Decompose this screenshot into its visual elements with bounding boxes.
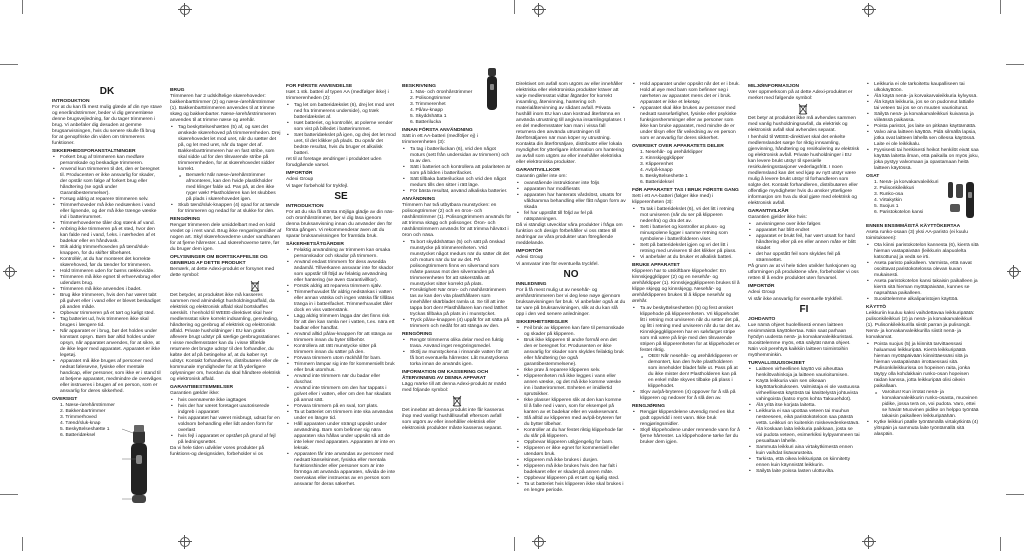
bullet-item: • Lägg aldrig trimmern lägga där det finns risk för att den kan ramla ner i vatten, t.ex. nära ett badkar eller handfat. (286, 314, 396, 332)
list-item: 6. Batteridæksel (60, 433, 96, 438)
paragraph: Det betyder, at produktet ikke må kasseres sammen med almindeligt husholdningsaffald, da elektrisk og elektronisk affald skal bortskaffes særskilt. I henhold til WEEE-direktivet skal hver medlemsstat sikre korrekt indsamling, genvinding, håndtering og genbrug af elektrisk og elektronisk affald. Private husholdninger i EU kan gratis aflevere brugt udstyr på særlige genbrugsstationer. I visse medlemsstater kan du i visse tilfælde returnere det brugte udstyr til den forhandler, du købte det af på betingelse af, at du køber nyt udstyr. Kontakt forhandleren, distributøren eller de kommunale myndigheder for at få yderligere oplysninger om, hvordan du skal håndtere elektrisk og elektronisk affald. (170, 293, 281, 382)
bullet-item: • Ikke plasser klipperen slik at den kan komme til å falle ned i vann, som for eksempel på kanten av et badekar eller en vaskeservant. (516, 398, 626, 416)
bullet-item: • fel har uppstått till följd av fel på nätspänningen. (516, 211, 626, 223)
section-heading: MILJØINFORMASJON (748, 84, 800, 89)
bullet-item: • Trimmern lämpar sig inte för kommersiellt bruk eller bruk utomhus. (286, 362, 396, 374)
paragraph: ret til at foretage ændringer i produktet uden forudgående varsel. (286, 157, 382, 168)
bullet-item: • Kontrollér, at du har monteret det korrekte skærehoved, før du tænder for trimmeren. (52, 257, 162, 269)
weee-bin-icon (452, 395, 462, 407)
list-item: 1. Nesehår- og ørehårklipper (640, 150, 703, 155)
bullet-item: • Bruk ikke klipperen til andre formål enn det den er beregnet for. Produsenten er ikke ansvarlig for skader som skyldes feilaktig bruk eller håndtering (se også garantibestemmelsene). (516, 338, 626, 368)
bullet-item: • Trimmerhovederne tåler dog stænk af vand. (52, 221, 162, 227)
column-fi-2 (866, 82, 980, 438)
paragraph: På grunn av at vi hele tiden utvikler funksjonen og utformingen på produktene våre, forbeholder vi oss retten til å endre produktet uten forvarsel. (748, 264, 859, 281)
bullet-item: • Ta tag i batteriluckan (6), vrid den något moturs (sett från undersidan av trimmern) och ta av den. (402, 147, 512, 165)
bullet-item: • Ota kiinni paristokotelon kannesta (6), kierrä sitä hieman vastapäivään (leikkurin alapuolelta katsottuna) ja vedä se irti. (866, 243, 980, 261)
list-item: 2. Kinnskjeggklipper (640, 156, 684, 161)
list-item: 5. Beskyttelseshætte 1 (60, 427, 110, 432)
section-heading: INTRODUKTION (286, 204, 324, 209)
paragraph: Direktivet om avfall som utgörs av eller innehåller elektriska eller elektroniska produkter kräver att varje medlemsstat vidtar åtgärder för korrekt insamling, återvinning, hantering och materialåtervinning av sådant avfall. Privata hushåll inom EU kan utan kostnad återlämna en använda utrustning till angivna insamlingsplatser. I en del medlemsstater kan man i vissa fall returnera den använda utrustningen till återförsäljaren när man köper ny utrustning. Kontakta din återförsäljare, distributör eller lokala myndighet för ytterligare information om hantering av avfall som utgörs av eller innehåller elektriska eller elektroniska produkter. (516, 82, 626, 165)
paragraph: For at du kan få mest mulig glæde af din nye stave og eneråndstrimmer, beder vi dig gennemlæse denne brugsvejledning, før du tager trimmeren i brug. Vi anbefaler dig desuden at gemme brugsanvisningen, hvis du senere skulle få brug for at genopfriske din viden om trimmerens funktioner. (52, 105, 162, 146)
bullet-item: • Klipperen er ikke egnet for kommersiell eller utendørs bruk. (516, 446, 626, 458)
crop-mark (1000, 537, 1001, 551)
column-se-2 (402, 82, 512, 433)
section-heading: OPLYSNINGER OM BORTSKAFFELSE OG GENBRUG AF DETTE PRODUKT (170, 255, 268, 266)
trimmer-parts-illustration (944, 180, 980, 222)
bullet-item: • hvis fejl i apparatet er opstået på grund af fejl på ledningsnettet. (170, 434, 282, 446)
bullet-item: • Skölj av munstyckena i rinnande vatten för att få bort eventuella hårrester. Låt munstyckena torka innan de används igen. (402, 350, 512, 368)
bullet-item: • Sammuta leikkuri aina virtakytkimestä ennen kuin vaihdat lisävarusteita. (748, 445, 860, 457)
column-dk-1 (52, 86, 162, 439)
bullet-item: • Använd alltid på/av-knappen för att stänga av trimmern innan du byter tillbehör. (286, 332, 396, 344)
power-switch (136, 455, 142, 464)
bullet-item: • apparaten har hanterats vårdslöst, utsatts för våldsamma behandling eller fått någon form av skada (516, 193, 626, 211)
bullet-item: • Stik aldrig trimmerhoveden på tænd/sluk-knappen, for du skifter tilbehøret. (52, 245, 162, 257)
bullet-item: • hvis apparatet har været misbrugt, udsat for en voldsom behandling eller lidt anden form for overlast (170, 416, 282, 434)
paragraph: Vi står ikke ansvarlig for eventuelle trykkfeil. (748, 297, 843, 302)
bullet-item: • Feil bruk av klipperen kan føre til personskade og skader på klipperen. (516, 326, 626, 338)
paragraph: Aseta runko-osaan (3) yksi AA-paristo (ei kuulu toimitukseen): (866, 230, 968, 241)
list-item: 3. Trimmerhoved (60, 415, 97, 420)
section-heading: TURVALLISUUSOHJEET (748, 361, 805, 366)
weee-bin-icon (250, 280, 260, 292)
bullet-item: • hvis ovennævnte ikke iagttages (170, 398, 282, 404)
bullet-item: • Tag batteriet ud, hvis trimmeren ikke skal bruges i længere tid. (52, 317, 162, 329)
paragraph: Adexi Group (516, 255, 544, 260)
section-heading: OVERSIGT (52, 397, 78, 402)
bullet-item: • Aseta paristokotelon kansi takaisin paikalleen ja kierrä sitä hieman myötäpäivään, kunnes se napsahtaa paikalleen. (866, 279, 980, 297)
column-dk-2 (170, 86, 282, 459)
bullet-item: • Anvend kun trimmeren til det, den er beregnet til. Producenten er ikke ansvarlig for skader, der opstår som følge af forkert brug eller håndtering (se også under Garantibestemmelser). (52, 167, 162, 197)
paragraph: Bemærk, at dette Adexi-produkt er forsynet med dette symbol: (170, 267, 275, 278)
list-item: 3. Trimmerenhet (410, 102, 446, 107)
section-heading: INNAN FÖRSTA ANVÄNDNING (402, 128, 473, 133)
section-heading: INFORMATION OM KASSERING OCH ÅTERVINNING AV DENNA APPARAT (402, 370, 489, 381)
bullet-item: • Hold trimmeren uden for børns rækkevidde. (52, 269, 162, 275)
paragraph: Trimmern har två utbytbara munstycken: en polisongtrimmer (2) och en öron- och näshårstrimmer (1). Polisongtrimmern används för att trimma skägg och polisonger. Öron- och näshårstrimmern används för att trimma hårväxt i öron och näsa. (402, 203, 511, 238)
trimmer-head (133, 431, 145, 443)
language-heading-fi: FI (799, 304, 809, 315)
section-heading: GARANTIVILKÅR (748, 209, 789, 214)
bullet-item: • Använd endast trimmern för dess avsedda ändamål. Tillverkaren ansvarar inte för skador som uppstår till följd av felaktig användning eller hantering (se även Garantivillkor). (286, 260, 396, 284)
section-heading: SIKKERHETSREGLER (516, 320, 568, 325)
paragraph: Da vi hele tiden udvikler vores produkter på funktions-og designsiden, forbeholder vi os (170, 446, 265, 457)
bullet-item: • För bästa resultat, använd alkaliska batterier. (402, 189, 512, 195)
bullet-item: • Valvo aina laitteen käyttöä. Pidä silmällä lapsia, jotka ovat laitteen lähellä sen ollessa käytössä. Laite ei ole leikkikalu. (866, 130, 980, 148)
registration-mark (178, 3, 192, 17)
paragraph: Då vi ständigt utvecklar våra produkter i fråga om funktion och design förbehåller vi oss rätten till ändringar av våra produkter utan föregående meddelande. (516, 223, 623, 246)
list-item: 6. Paristokotelon kansi (874, 210, 924, 215)
bullet-item: • Ikke prøv å reparere klipperen selv. (516, 368, 626, 374)
bullet-item: • Poista suojus (5) ja kiinnitä tarvittaessasi haluamasi leikkuripää. Kierrä leikkuripäätä hieman myötäpäivään kiinnittäessäsi sitä ja hieman vastapäivään irrottaessasi sitä. Pulisonkileikkurissa on hopeinen raita, jonka täytyy olla kohdakkain runko-osan hopeisen raidan kanssa, jotta leikkuripää olisi oikein paikallaan. (866, 342, 980, 390)
language-heading-dk: DK (99, 86, 115, 97)
paragraph: Sätt in ett AA-batteri (medföljer ej) i trimmerenheten (3): (402, 134, 478, 145)
bullet-item: • Käytä leikkuria vain sen oikeaan käyttötarkoitukseen. Valmistaja ei ole vastuussa virheellisestä käytöstä tai käsittelystä johtuvista vahingoista (katso myös kohta Takuuehdot). (748, 379, 860, 403)
crop-mark (0, 64, 18, 65)
bullet-item: • apparatet har blitt endret (748, 228, 860, 234)
bullet-item: • Rengjør klipperdelene utvendig med en klut godt oppvridd i rent vann. Ikke bruk rengjøringsmidler. (632, 410, 742, 428)
crop-mark (514, 537, 515, 551)
bullet-item: • Laitteen virheellinen käyttö voi aiheuttaa henkilövahinkoja ja laitteen vaurioitumisen. (748, 367, 860, 379)
section-heading: IMPORTÖR (516, 249, 543, 254)
bullet-item: • Apparaten får inte användas av personer med nedsatt känselsinnet, fysiska eller mentala funktionshinder eller personer som är inte förmöga att använda apparaten, såvida de inte övervakas eller instrueras av en person som ansvarar för deras säkerhet. (286, 452, 396, 488)
paragraph: Lue nämä ohjeet huolellisesti ennen laitteen ensimmäistä käyttökertaa. Näin saat parhaan hyödyn uudesta nenä- ja korvakarvaleikkuristasi. Suosittelemme myös, että säilytät nämä ohjeet. Näin voit perehtyä kaikkiin laitteen toimintoihin myöhemminkin. (748, 323, 854, 358)
bullet-item: • Leikkuria ei ole tarkoitettu kaupalliseen tai ulkokäyttöön. (866, 82, 980, 94)
paragraph: Leikkuriin kuuluu kaksi vaihdettavaa leikkuripäätä: pulisonkileikkuri (2) ja nenä- ja korvakarvaleikkuri (1). Pulisonkileikkurilla siistit parran ja pulisongit. Nenä- ja korvakarvaleikkurilla siistit nenä- ja korvakarvat. (866, 311, 975, 340)
crop-mark (0, 494, 18, 495)
section-heading: GARANTIBESTEMMELSER (170, 385, 234, 390)
bullet-item: • Hold apparatet under oppsikt når det er i bruk. Hold øl øye med barn som befinner seg i nærheten av apparatet mens det er i bruk. Apparatet er ikke et leketøy. (632, 82, 742, 106)
sub-bullet-item: o Bemærk! Når næse-/ørehårstrimmer afmonteres, kan den hvide plastikholder med klinger falde ud. Pas på, at den ikke ryger væk! Plastholderen kan let skubbes på plads i skærehovedet igen. (170, 173, 282, 203)
registration-mark (178, 535, 192, 549)
bullet-item: • Isæt batteriet, og kontrollér, at polerne vender som vist på billedet i batterirummet. (286, 121, 396, 133)
bullet-item: • Brug ikke trimmeren, hvis den har været tabt på gulvet eller i vand eller er blevet beskadiget på anden måde. (52, 293, 162, 311)
bullet-item: • Skyll klippehodene under rennende vann for å fjerne hårrester. La klippehodene tørke før du bruker dem igjen. (632, 428, 742, 446)
language-heading-no: NO (563, 269, 579, 280)
paragraph: Vi ansvarar inte för eventuella tryckfel. (516, 262, 599, 267)
bullet-item: • Aseta paristo paikalleen. Varmista, että navat osoittavat paristokotelossa olevan kuvan mukaisesti. (866, 261, 980, 279)
bullet-item: • Slå alltid av klipperen med av/på-bryteren før du bytter tilbehør. (516, 416, 626, 428)
bullet-item: • Kontroller at du har festet riktig klippehode før du slår på klipperen. (516, 428, 626, 440)
paragraph: Adexi Group (748, 290, 776, 295)
bullet-item: • Trimmerhoveder må ikke nedsænkes i vand eller lignende, og der må ikke trænge væske ind i batterirummet. (52, 203, 162, 221)
paragraph: For å få mest mulig ut av nesehår- og ørehårstrimmeren ber vi deg lese nøye gjennom bruksanvisningen før bruk. Vi anbefaler også at du tar vare på bruksanvisningen, slik at du kan slå opp i den ved senere anledninger. (516, 288, 626, 317)
bullet-item: • Använd inte trimmern om den har tappats i golvet eller i vatten, eller om den har skadats på annat sätt. (286, 386, 396, 404)
paragraph: Isæt 1 stk. batteri af typen AA (medfølger ikke) i trimmerenheden (3): (286, 90, 389, 101)
bullet-item: • Ta bort skyddshättan (5) och sätt på önskad munstycke på trimmerenheten. Vrid munstycket något medurs när du sätter dit det och moturs när du tar av det. På polisongtrimmern finns en silverrand som måste passas mot den silverranden på trimmerenheten för att säkerställa att munstycket sitter korrekt på plats. (402, 240, 512, 288)
registration-mark (3, 265, 17, 279)
paragraph: Rengør trimmeren dele umiddelbart med en kold vredet op i rent vand. Brug ikke rengøringsmidler af nogen art. Skyl skærehovederne under vandhanen for at fjerne hårrester. Lad skærehoverne tørre, før du bruger dem igen. (170, 223, 282, 252)
list-item: 2. Bakkenbartrimmer (60, 409, 106, 414)
paragraph: Det innebär att denna produkt inte får kasseras ihop med vanligt hushållsavfall eftersom avfall som utgörs av eller innehåller elektrisk eller elektronisk produkter måste kasseras separat. (402, 408, 504, 431)
weee-bin-icon (798, 103, 808, 115)
section-heading: RENGØRING (170, 217, 201, 222)
bullet-item: • Apparatet må ikke bruges af personer med nedsat følesevne, fysiske eller mentale handicap, eller personer, som ikke er i stand til at betjene apparatet, medmindre de overvåges eller instrueres i brugen af en person, som er ansvarlig for deres sikkerhed. (52, 359, 162, 395)
section-heading: BRUG (170, 88, 185, 93)
bullet-item: • Kontrollera att rätt munstycke sitter på trimmern innan du sätter på den. (286, 344, 396, 356)
list-item: 2. Pulisonkileikkuri (874, 186, 915, 191)
crop-mark (514, 0, 515, 14)
paragraph: Adexi Group (286, 177, 314, 182)
bullet-item: • Klipperenheten må ikke legges i vann eller annen væske, og det må ikke komme væske inn i batterirommet. Enheten er imidlertid sprutsikker. (516, 374, 626, 398)
paragraph: Klipperen har to utskiftbare klippehoder: En kinnskjeggklipper (2) og en nesehår- og ørehårklipper (1). Kinnskjeggklipperen brukes til å klippe skjegg og kinnskjegg. Nesehår- og ørehårklipperen brukes til å klippe nesehår og ørehår. (632, 269, 740, 304)
bullet-item: • Apparatet skal ikke brukes av personer med nedsatt sanseførlighet, fysiske eller psykiske funksjonshemminger eller av personer som ikke kan bruke apparatet, med mindre de er under tilsyn eller får veiledning av en person som er ansvarlig for deres sikkerhet. (632, 106, 742, 142)
bullet-item: • Anbring ikke trimmeren på et sted, hvor den kan falde ned i vand, f.eks. i nærheden af et badekar eller en håndvask. (52, 227, 162, 245)
section-heading: BRUKE APPARATET (632, 263, 680, 268)
list-item: 6. Batterideksel (640, 180, 674, 185)
paragraph: Trimmeren har 2 udskiftelige skærehoveder: bakkenbarttrimmer (2) og næse-/ørehårstrimmer (1). Bakkenbarttrimmeren anvendes til at trimme skæg og bakkenbarter. Næse-/ørehårstrimmeren anvendes til at trimme næse og ørehår. (170, 94, 277, 123)
trimmer-body (487, 76, 497, 110)
bullet-item: • Opbevar trimmeren på et tørt og køligt sted. (52, 311, 162, 317)
trimmer-blade (134, 425, 144, 432)
bullet-item: • Försök aldrig att reparera trimmern själv. (286, 284, 396, 290)
trimmer-illustration (118, 425, 162, 507)
paragraph: För att du ska få största möjliga glädje av din näs- och öronhårstrimmer, ber vi dig läsa igenom denna bruksanvisning innan du använder den för första gången. Vi rekommenderar även att du sparar bruksanvisningen för framtida bruk. (286, 210, 394, 239)
list-item: 5. Beskyttelseshette 1 (640, 174, 688, 179)
paragraph: Lägg märke till att denna Adexi-produkt är märkt med följande symbol: (402, 382, 507, 393)
list-item: 5. Suojus 1 (874, 204, 899, 209)
section-heading: SIKKERHEDSFORANSTALTNINGER (52, 149, 136, 154)
bullet-item: • det har oppstått feil som skyldes feil på strømnettet. (748, 252, 860, 264)
paragraph: Vi tager forbehold for trykfejl. (286, 184, 349, 189)
trimmer-head (488, 68, 496, 76)
column-se-1 (286, 82, 396, 488)
list-item: 5. Skyddshätta 1 (410, 114, 447, 119)
bullet-item: • Säilytä laite poissa lasten ulottuvilta. (748, 469, 860, 475)
bullet-item: • Kytke leikkuri päälle työntämällä virtakytkintä (4) ylöspäin ja sammuta laite työntämällä sitä alaspäin. (866, 420, 980, 438)
bullet-item: • Trimmeren må ikke egnet til erhvervsbrug eller udendørs brug. (52, 275, 162, 287)
bullet-item: • ovanstående instruktioner inte följs (516, 181, 626, 187)
section-heading: KÄYTTÖ (866, 305, 887, 310)
bullet-item: • Skyv av/på-bryteren (4) oppover for å slå på klipperen og nedover for å slå den av. (632, 390, 742, 402)
sub-bullet-item: o Varoitus! Kun irrotat nenä- ja korvakarvaleikkurin runko-osasta, muovinen pidike, jossa terä on, voi pudota. Varo, ettei se häviä! Muovinen pidike on helppo työntää takaisin paikalleen leikkuripäähän. (866, 390, 980, 420)
bullet-item: • Suosittelemme alkaliparistojen käyttöä. (866, 297, 980, 303)
callout-line (122, 429, 133, 433)
crop-mark (22, 0, 23, 14)
bullet-item: • Säilytä nenä- ja korvakarvaleikkuri kuivassa ja viileässä paikassa. (866, 112, 980, 124)
bullet-item: • Trimmerhuvudet får aldrig nedsänkas i vatten eller annan vätska och ingen vätska får tillåtas tränga in i batterifacket. Trimmerhuvudet tåler dock en viss vattenstänk. (286, 290, 396, 314)
bullet-item: • Ta tak i batteridekslet (6), vri det litt i retning mot urviseren (når du ser på klipperen nedenfra) og dra det av. (632, 207, 742, 225)
bullet-item: • Förvara trimmern på en sval, torr plats. (286, 404, 396, 410)
battery-cover (132, 495, 146, 503)
section-heading: SÄKERHETSÅTGÄRDER (286, 242, 344, 247)
paragraph: Garantien gjelder ikke hvis: (748, 215, 807, 220)
part-nose-trimmer (948, 182, 953, 198)
parts-block (866, 180, 980, 222)
bullet-item: • Ta ut batteriet om trimmern inte ska användas under en längre tid. (286, 410, 396, 422)
paragraph: Sett i ett AA-batteri (følger ikke med) i klipperenheten (3): (632, 194, 714, 205)
bullet-item: • anvisningene over ikke følges (748, 222, 860, 228)
section-heading: RENGÖRING (402, 332, 433, 337)
bullet-item: • Sett i batteriet og kontroller at pluss- og minuspolene ligger i samme retning som symbolene i batterifolderen viser. (632, 225, 742, 243)
bullet-item: • Rengör trimmerns olika delar med en fuktig trasa. Använd inget rengöringsmedel. (402, 338, 512, 350)
registration-mark (862, 535, 876, 549)
crop-mark (1006, 64, 1024, 65)
list-item: 1. Næse-/ørehårstrimmer (60, 403, 115, 408)
section-heading: GARANTIVILLKOR (516, 168, 560, 173)
registration-mark (532, 3, 546, 17)
section-heading: OVERSIKT OVER APPARATETS DELER (632, 144, 724, 149)
list-item: 3. Klipperenhet (640, 162, 673, 167)
list-item: 4. På/av-knapp (410, 108, 443, 113)
sub-bullet-item: o OBS! Når nesehår- og ørehårklipperen er demontert, kan den hvite plastholderen som inneholder bladet falle ut. Pass på at du ikke mister den! Plastholderen kan på en enkel måte skyves tilbake på plass i klippehodet. (632, 354, 742, 390)
trimmer-body (131, 443, 147, 495)
section-heading: JOHDANTO (748, 317, 776, 322)
bullet-item: • Älä käytä leikkuria, jos se on pudonnut lattialle tai veteen tai jos se on muuten vaurioitunut. (866, 100, 980, 112)
part-trimmer-unit (966, 182, 974, 218)
section-heading: RENGJØRING (632, 404, 665, 409)
bullet-item: • Forkert brug af trimmeren kan medføre personskade og beskadige trimmeren. (52, 155, 162, 167)
registration-mark (532, 535, 546, 549)
bullet-item: • Vi anbefaler at du bruker et alkalisk batteri. (632, 255, 742, 261)
section-heading: FOR FØRSTE ANVENDELSE (286, 84, 353, 89)
paragraph: Det betyr at produktet ikke må avhendes sammen med vanlig husholdningsavfall, da elektrisk og elektronisk avfall skal avhendes separat. (748, 116, 856, 133)
bullet-item: • Trimmeren må ikke anvendes i badet. (52, 287, 162, 293)
bullet-item: • Forsøg aldrig at reparere trimmeren selv. (52, 197, 162, 203)
list-item: 2. Polisongtrimmer (410, 96, 451, 101)
bullet-item: • Ta ut batteriet hvis klipperen ikke skal brukes i en lengre periode. (516, 482, 626, 494)
registration-mark (1007, 265, 1021, 279)
bullet-item: • Poista paristot, jos laite on pitkään käyttämättä. (866, 124, 980, 130)
trimmer-small-illustration (478, 66, 508, 116)
part-power-switch (968, 192, 972, 198)
bullet-item: • Tarkista, että oikea leikkuripää on kiinnitetty ennen kuin käynnistät leikkurin. (748, 457, 860, 469)
bullet-item: • Skub tænd/sluk-knappen (4) opad for at tænde for trimmeren og nedad for at slukke for den. (170, 203, 282, 215)
bullet-item: • Tryck på/av-knappen (4) uppåt för att sätta på trimmern och nedåt för att stänga av den. (402, 318, 512, 330)
bullet-item: • Håll apparaten under strängt uppsikt under användning. Barn som befinner sig nära apparaten ska hållas under uppsikt så att de inte leker med apparaten. Apparaten är inte en leksak. (286, 422, 396, 452)
list-item: 1. Nenä- ja korvakarvaleikkuri (874, 180, 939, 185)
column-no-1 (516, 82, 626, 494)
crop-mark (1000, 0, 1001, 14)
paragraph: Garantin gäller inte om: (516, 174, 567, 179)
section-heading: IMPORTØR (286, 171, 313, 176)
bullet-item: • Försiktighet! När öron- och näshårstrimmern tas av kan den vita plasthållaren som innehåller skärbladet ramla ut. Se till att inte tappa bort den! Plasthållaren kan med lätthet tryckas tillbaka på plats in i munstycket. (402, 288, 512, 318)
paragraph: Vær oppmerksom på at dette Adexi-produktet er merket med følgende symbol: (748, 90, 853, 101)
paragraph: Garantien gælder ikke: (170, 391, 220, 396)
bullet-item: • Leikkuria ei saa upottaa veteen tai muuhun nesteeseen, eikä paristokoteloon saa päästä vettä. Leikkuri on kuitenkin roiskevedenkestävä. (748, 409, 860, 427)
language-heading-se: SE (334, 191, 348, 202)
section-heading: INTRODUKTION (52, 99, 90, 104)
bullet-item: • Älä yritä itse korjata laitetta. (748, 403, 860, 409)
bullet-item: • Tag let om batteridækslet (6), drej let mod uret ned fra trimmerens underside), og træk batteridækslet af. (286, 103, 396, 121)
list-item: 4. Virtakytkin (874, 198, 902, 203)
crop-mark (22, 537, 23, 551)
bullet-item: • Når apparatet er i brug, bør det holdes under konstant opsyn. Børn bør altid holdes under opsyn, når apparatet anvendes, for at sikre, at de ikke leger med apparatet. Apparatet er ikke legetøj. (52, 329, 162, 359)
bullet-item: • Älä käytä nenä- ja korvakarvaleikkuria kylvyssä. (866, 94, 980, 100)
bullet-item: • Sett på batteridekslet igjen og vri det litt i retning med urviseren til det klikker på plass. (632, 243, 742, 255)
power-switch (490, 84, 494, 90)
bullet-item: • Sätt i batteriet och kontrollera att polariteten är som på bilden i batterifacket. (402, 165, 512, 177)
parts-list (866, 180, 944, 222)
bullet-item: • apparatet er brukt feil, har vært utsatt for hard håndtering eller på en eller annen måte er blitt skadet (748, 234, 860, 252)
bullet-item: • hvis der har været foretaget uautoriserede indgreb i apparatet (170, 404, 282, 416)
column-no-2 (632, 82, 742, 446)
bullet-item: • Sätt tillbaka batteriluckan och vrid den något medurs tills den sitter i rätt läge. (402, 177, 512, 189)
paragraph: I henhold til WEEE-direktivet skal det enkelte medlemslandet sørge for riktig innsamling, gjenvinning, håndtering og resirkulering av elektrisk og elektronisk avfall. Private husholdninger i EU kan levere brukt utstyr til spesielle resirkuleringsstasjoner vederlagsfritt. I noen medlemsland kan det ved kjøp av nytt utstyr være mulig å levere brukt utstyr til forhandleren som solgte det. Kontakt forhandleren, distributøren eller offentlige myndigheter hvis du ønsker ytterligere informasjon om hva du skal gjøre med elektrisk og elektronisk avfall. (748, 135, 860, 206)
section-heading: ENNEN ENSIMMÄISTÄ KÄYTTÖKERTAA (866, 224, 961, 229)
section-heading: INNLEDNING (516, 282, 547, 287)
list-item: 6. Batterilucka (410, 120, 441, 125)
bullet-item: • Oppbevar klipperen utilgjengelig for barn. (516, 440, 626, 446)
bullet-item: • Felaktig användning av trimmern kan orsaka personskador och skador på trimmern. (286, 248, 396, 260)
bullet-item: • Oppbevar klipperen på et tørt og kjølig sted. (516, 476, 626, 482)
bullet-item: • Tag beskyttelseshætten (5) af, og sæt det ønskede skærehoved på trimmerenheden. Drej skærehovedet let mod uret, når du sætter det på, og let med uret, når du tager det af. Bakkenbarttrimmeren har en fast stribe, som skal sidde ud for den tilsvarende stribe på trimmerenheden, for at skærehovedet sidder korrekt. (170, 125, 282, 173)
list-item: 4. Tænd/sluk-knap (60, 421, 101, 426)
crop-mark (1006, 494, 1024, 495)
registration-mark (862, 3, 876, 17)
bullet-item: • Ta av beskyttelseshetten (5) og fest ønsket klippehode på klipperenheten. Vri klippehodet litt i retning mot urviseren når du setter det på, og litt i retning med urviseren når du tar det av. Kinnskjeggklipperen har en sølvfarget stripe som må være på linje med den tilsvarende stripen på klipperenheten for at klippehodet er festet riktig. (632, 306, 742, 354)
section-heading: BESKRIVNING (402, 84, 436, 89)
part-beard-trimmer (956, 184, 963, 198)
list-item: 4. Av/på-knapp (640, 168, 673, 173)
list-item: 1. Näs- och öronhårstrimmer (410, 90, 473, 95)
bullet-list (52, 155, 162, 395)
section-heading: FØR APPARATET TAS I BRUK FØRSTE GANG (632, 188, 739, 193)
list-item: 3. Runko-osa (874, 192, 904, 197)
bullet-item: • Klipperen må ikke brukes i dusjen. (516, 458, 626, 464)
column-fi-1 (748, 82, 860, 475)
bullet-item: • Älä koskaan laita leikkuria paikkaan, josta se voi pudota veteen, esimerkiksi kylpyammeen tai pesualtaan lähelle. (748, 427, 860, 445)
bullet-item: • Klipperen må ikke brukes hvis den har falt i badekaret eller er skadet på annen måte. (516, 464, 626, 476)
section-heading: OSAT (866, 174, 880, 179)
bullet-item: • Använd inte trimmern när du badar eller duschar. (286, 374, 396, 386)
part-cap (950, 204, 960, 212)
bullet-item: • Fyysisesti tai henkisesti heikot henkilöt eivät saa käyttää laitetta ilman, että paikalla on myös joku, joka pystyy valvomaan ja opastamaan heitä laitteen käytössä. (866, 148, 980, 172)
bullet-item: • Sæt batteridækslet på igen, og drej det let mod uret, til det klikker på plads. Du opnår det bedste resultat, hvis du bruger et alkalisk batteri. (286, 133, 396, 157)
section-heading: IMPORTØR (748, 284, 775, 289)
section-heading: ANVÄNDNING (402, 197, 436, 202)
bullet-item: • apparaten har modifierats (516, 187, 626, 193)
bullet-item: • Förvara trimmern utom räckhåll för barn. (286, 356, 396, 362)
